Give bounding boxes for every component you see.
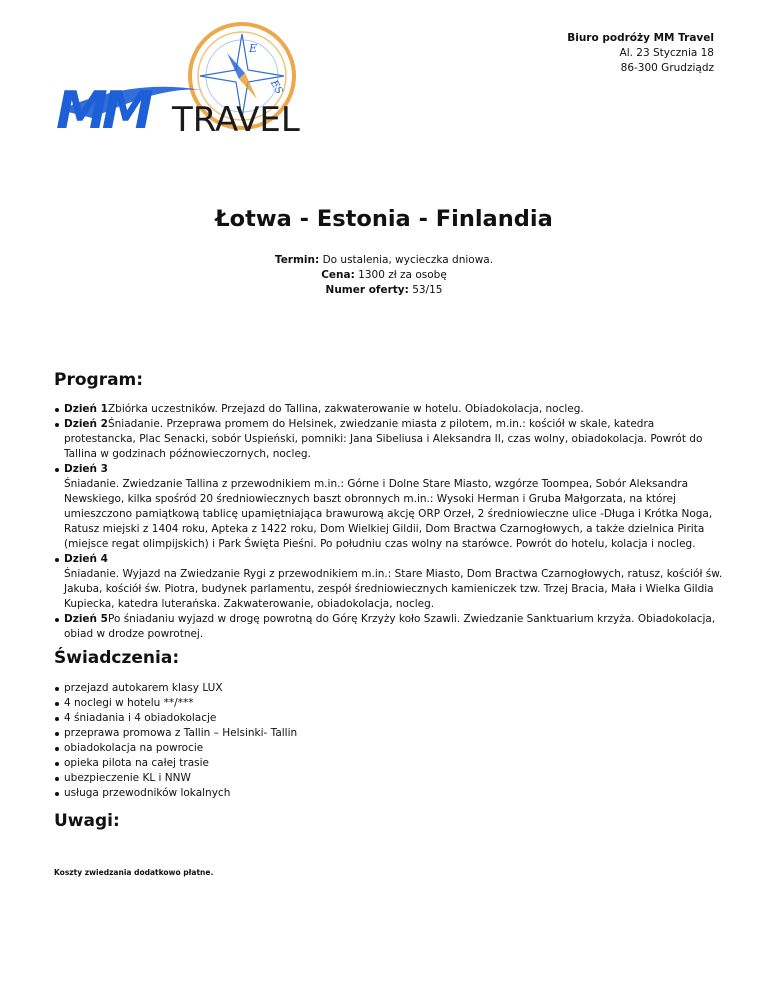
day-text: Śniadanie. Przeprawa promem do Helsinek, zwiedzanie miasta z pilotem, m.in.: kościół w skale, katedra protestancka, Plac Senacki, sobór Uspieński, pomniki: Jana Sibeliusa i Aleksandra II, czas wolny, obiadokolacja. Powrót do Tallina w godzinach późnowieczornych, nocleg. xyxy=(64,418,703,460)
uwagi-note: Koszty zwiedzania dodatkowo płatne. xyxy=(54,868,214,877)
program-day xyxy=(64,462,724,552)
program-day xyxy=(64,552,724,612)
program-heading: Program: xyxy=(54,370,144,390)
page-title: Łotwa - Estonia - Finlandia xyxy=(215,206,553,232)
compass-es-label: ES xyxy=(267,78,285,97)
list-item: opieka pilota na całej trasie xyxy=(64,756,464,771)
list-item: 4 noclegi w hotelu **/*** xyxy=(64,696,464,711)
agency-address: Al. 23 Stycznia 18 xyxy=(619,47,714,59)
cena-label: Cena: xyxy=(321,269,355,281)
cena-value: 1300 zł za osobę xyxy=(358,269,447,281)
list-item: 4 śniadania i 4 obiadokolacje xyxy=(64,711,464,726)
day-text: Śniadanie. Wyjazd na Zwiedzanie Rygi z przewodnikiem m.in.: Stare Miasto, Dom Bractwa Czarnogłowych, ratusz, kościół św. Jakuba, kościół św. Piotra, budynek parlamentu, zespół średniowiecznych kamieniczek tzw. Trzej Bracia, Mała i Wielka Gildia Kupiecka, katedra luterańska. Zakwaterowanie, obiadokolacja, nocleg. xyxy=(64,568,723,610)
day-text: Po śniadaniu wyjazd w drogę powrotną do Górę Krzyży koło Szawli. Zwiedzanie Sanktuarium krzyża. Obiadokolacja, obiad w drodze powrotnej. xyxy=(64,613,716,640)
program-day xyxy=(64,612,724,642)
day-label: Dzień 1 xyxy=(64,403,108,415)
swiadczenia-heading: Świadczenia: xyxy=(54,648,180,668)
list-item: przeprawa promowa z Tallin – Helsinki- Tallin xyxy=(64,726,464,741)
day-text: Zbiórka uczestników. Przejazd do Tallina, zakwaterowanie w hotelu. Obiadokolacja, nocleg. xyxy=(107,403,584,415)
agency-name: Biuro podróży MM Travel xyxy=(567,32,714,44)
numer-value: 53/15 xyxy=(412,284,443,296)
swiadczenia-list xyxy=(54,681,464,801)
compass-e-label: E xyxy=(249,42,258,55)
logo-mm-text: MM xyxy=(56,81,148,138)
cena-row xyxy=(0,268,768,283)
termin-row xyxy=(0,253,768,268)
list-item: ubezpieczenie KL i NNW xyxy=(64,771,464,786)
day-label: Dzień 3 xyxy=(64,463,108,475)
compass-logo-icon xyxy=(52,18,324,138)
list-item: obiadokolacja na powrocie xyxy=(64,741,464,756)
agency-info xyxy=(567,31,714,76)
offer-meta xyxy=(0,253,768,298)
program-day xyxy=(64,402,724,417)
program-day xyxy=(64,417,724,462)
day-text: Śniadanie. Zwiedzanie Tallina z przewodnikiem m.in.: Górne i Dolne Stare Miasto, wzgórze Toompea, Sobór Aleksandra Newskiego, kilka spośród 20 średniowiecznych baszt obronnych m.in.: Wysoki Herman i Gruba Małgorzata, na której umieszczono pamiątkową tablicę upamiętniająca brawurową akcję ORP Orzeł, 2 średniowieczne ulice -Długa i Krótka Noga, Ratusz miejski z 1404 roku, Apteka z 1422 roku, Dom Wielkiej Gildii, Dom Bractwa Czarnogłowych, a także dzielnica Pirita (miejsce regat olimpijskich) i Park Święta Pieśni. Po południu czas wolny na starówce. Powrót do hotelu, kolacja i nocleg. xyxy=(64,478,713,550)
numer-row xyxy=(0,283,768,298)
list-item: przejazd autokarem klasy LUX xyxy=(64,681,464,696)
mm-travel-logo xyxy=(52,18,324,138)
termin-label: Termin: xyxy=(274,254,320,266)
program-list xyxy=(54,402,724,642)
list-item: usługa przewodników lokalnych xyxy=(64,786,464,801)
uwagi-heading: Uwagi: xyxy=(54,811,120,831)
day-label: Dzień 5 xyxy=(64,613,108,625)
day-label: Dzień 4 xyxy=(64,553,108,565)
logo-travel-text: TRAVEL xyxy=(172,100,300,138)
day-label: Dzień 2 xyxy=(64,418,108,430)
numer-label: Numer oferty: xyxy=(325,284,409,296)
termin-value: Do ustalenia, wycieczka dniowa. xyxy=(322,254,494,266)
agency-city: 86-300 Grudziądz xyxy=(620,62,714,74)
